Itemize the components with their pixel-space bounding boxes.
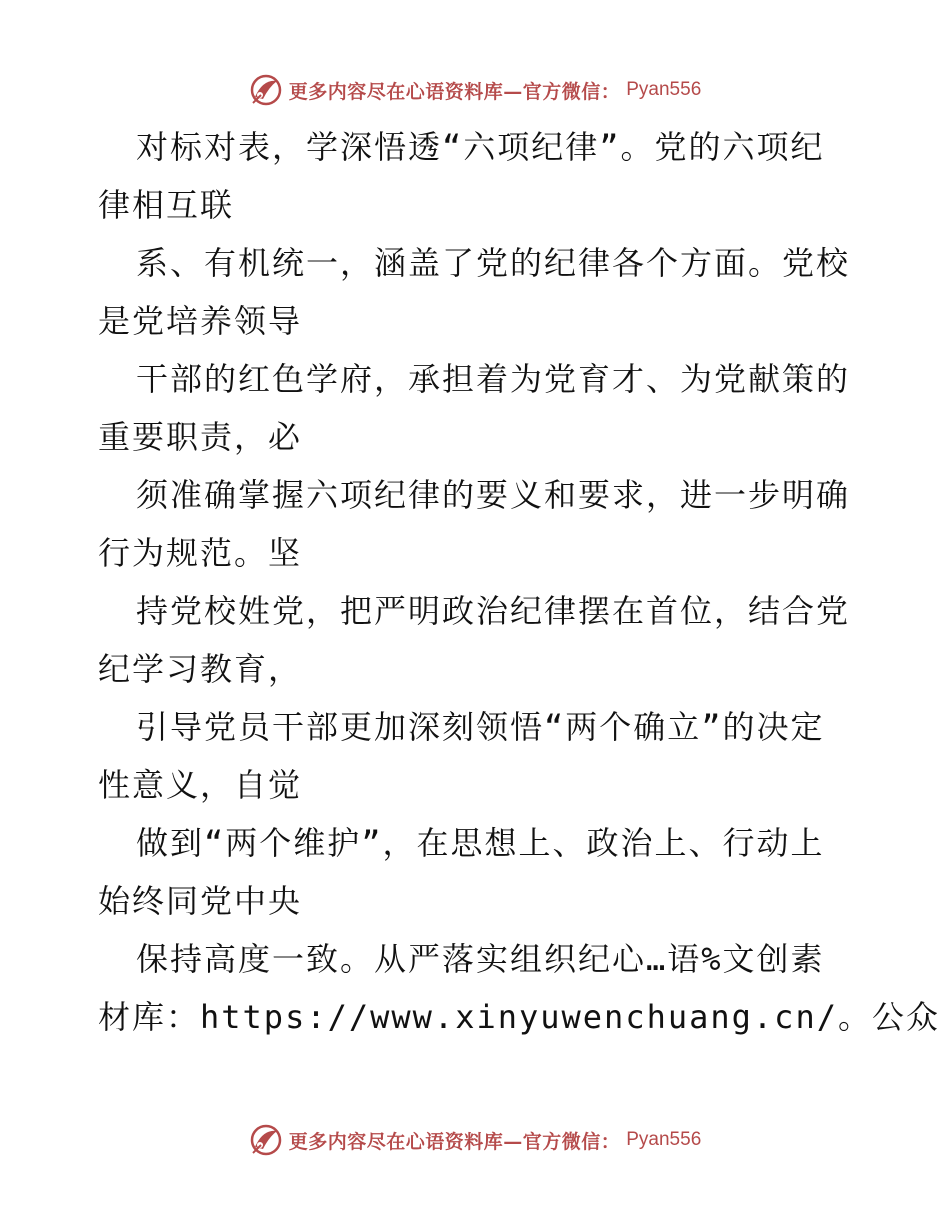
footer-watermark-text: 更多内容尽在心语资料库—官方微信： xyxy=(288,1130,621,1153)
text-line: 引导党员干部更加深刻领悟“两个确立”的决定 xyxy=(136,708,825,746)
text-line: 持党校姓党，把严明政治纪律摆在首位，结合党 xyxy=(136,592,851,630)
text-line: 始终同党中央 xyxy=(98,882,303,920)
header-watermark xyxy=(0,70,950,110)
text-line: 是党培养领导 xyxy=(98,302,303,340)
text-line: 行为规范。坚 xyxy=(98,534,303,572)
text-line: 须准确掌握六项纪律的要义和要求，进一步明确 xyxy=(136,476,851,514)
text-line: 干部的红色学府，承担着为党育才、为党献策的 xyxy=(136,360,851,398)
pen-logo-icon xyxy=(249,73,283,107)
text-line: 对标对表，学深悟透“六项纪律”。党的六项纪 xyxy=(136,128,825,166)
text-line: 律相互联 xyxy=(98,186,235,224)
header-watermark-id: Pyan556 xyxy=(626,79,702,100)
text-line: 系、有机统一，涵盖了党的纪律各个方面。党校 xyxy=(136,244,851,282)
footer-watermark xyxy=(0,1120,950,1160)
text-line: 材库：https://www.xinyuwenchuang.cn/。公众 xyxy=(98,998,940,1036)
text-line: 纪学习教育， xyxy=(98,650,303,688)
header-watermark-text: 更多内容尽在心语资料库—官方微信： xyxy=(288,80,621,103)
body-text xyxy=(98,118,940,1046)
text-line: 保持高度一致。从严落实组织纪心…语%文创素 xyxy=(136,940,825,978)
text-line: 重要职责，必 xyxy=(98,418,303,456)
text-line: 做到“两个维护”，在思想上、政治上、行动上 xyxy=(136,824,825,862)
footer-watermark-id: Pyan556 xyxy=(626,1129,702,1150)
pen-logo-icon xyxy=(249,1123,283,1157)
text-line: 性意义，自觉 xyxy=(98,766,303,804)
